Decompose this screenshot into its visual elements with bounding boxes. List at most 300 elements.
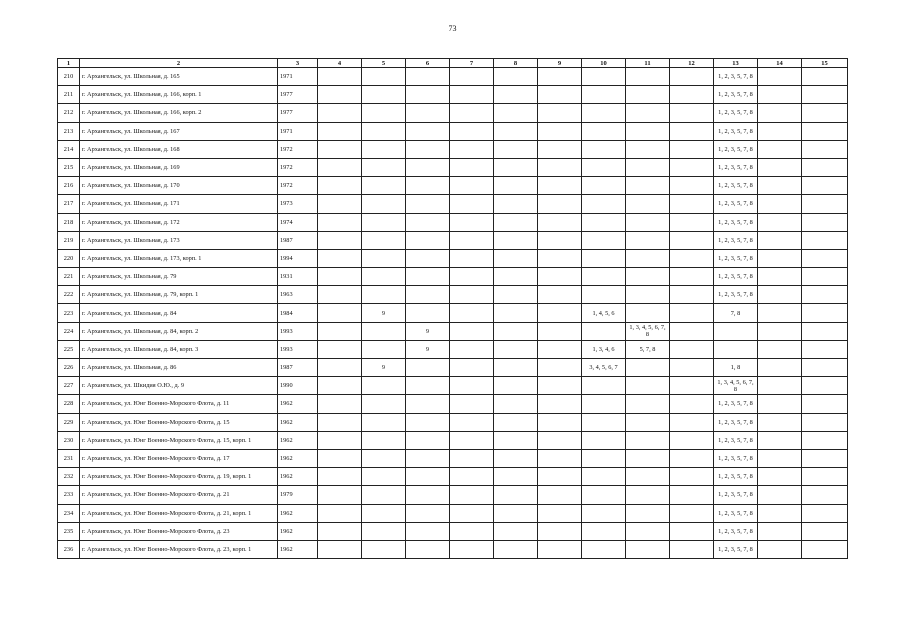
cell-col13: 1, 2, 3, 5, 7, 8	[714, 195, 758, 213]
cell-col4	[318, 431, 362, 449]
column-header-6: 6	[406, 59, 450, 68]
row-number: 221	[58, 268, 80, 286]
cell-col10	[582, 104, 626, 122]
cell-col9	[538, 504, 582, 522]
cell-col8	[494, 377, 538, 395]
cell-col12	[670, 377, 714, 395]
column-header-15: 15	[802, 59, 848, 68]
cell-col10	[582, 249, 626, 267]
row-number: 219	[58, 231, 80, 249]
cell-col13: 1, 2, 3, 5, 7, 8	[714, 468, 758, 486]
address-cell: г. Архангельск, ул. Школьная, д. 169	[80, 158, 278, 176]
cell-col6	[406, 486, 450, 504]
cell-col14	[758, 195, 802, 213]
cell-col14	[758, 213, 802, 231]
cell-col14	[758, 504, 802, 522]
cell-col4	[318, 122, 362, 140]
year-cell: 1984	[278, 304, 318, 322]
cell-col9	[538, 322, 582, 340]
cell-col15	[802, 540, 848, 558]
row-number: 216	[58, 177, 80, 195]
cell-col4	[318, 540, 362, 558]
cell-col10: 1, 4, 5, 6	[582, 304, 626, 322]
cell-col9	[538, 449, 582, 467]
column-header-14: 14	[758, 59, 802, 68]
cell-col8	[494, 86, 538, 104]
table-row	[58, 413, 848, 431]
column-header-2: 2	[80, 59, 278, 68]
cell-col4	[318, 249, 362, 267]
cell-col8	[494, 304, 538, 322]
address-cell: г. Архангельск, ул. Школьная, д. 168	[80, 140, 278, 158]
table-row	[58, 104, 848, 122]
cell-col6	[406, 268, 450, 286]
row-number: 234	[58, 504, 80, 522]
cell-col15	[802, 431, 848, 449]
cell-col15	[802, 104, 848, 122]
cell-col10	[582, 449, 626, 467]
cell-col10	[582, 86, 626, 104]
row-number: 217	[58, 195, 80, 213]
column-header-7: 7	[450, 59, 494, 68]
cell-col5	[362, 68, 406, 86]
cell-col6: 9	[406, 340, 450, 358]
page-number: 73	[448, 24, 457, 33]
cell-col12	[670, 540, 714, 558]
cell-col9	[538, 140, 582, 158]
cell-col13: 1, 2, 3, 5, 7, 8	[714, 104, 758, 122]
cell-col13	[714, 340, 758, 358]
address-cell: г. Архангельск, ул. Школьная, д. 84, корп. 2	[80, 322, 278, 340]
table-body	[58, 68, 848, 559]
cell-col13: 1, 2, 3, 5, 7, 8	[714, 231, 758, 249]
cell-col9	[538, 540, 582, 558]
cell-col15	[802, 158, 848, 176]
cell-col9	[538, 359, 582, 377]
address-cell: г. Архангельск, ул. Школьная, д. 165	[80, 68, 278, 86]
row-number: 227	[58, 377, 80, 395]
column-header-8: 8	[494, 59, 538, 68]
cell-col15	[802, 268, 848, 286]
cell-col5	[362, 158, 406, 176]
cell-col5	[362, 468, 406, 486]
cell-col10	[582, 431, 626, 449]
cell-col10	[582, 68, 626, 86]
year-cell: 1974	[278, 213, 318, 231]
cell-col12	[670, 522, 714, 540]
cell-col8	[494, 431, 538, 449]
table-row	[58, 68, 848, 86]
cell-col11	[626, 158, 670, 176]
cell-col14	[758, 359, 802, 377]
cell-col7	[450, 195, 494, 213]
column-header-1: 1	[58, 59, 80, 68]
cell-col11	[626, 268, 670, 286]
cell-col14	[758, 468, 802, 486]
table-row	[58, 158, 848, 176]
address-cell: г. Архангельск, ул. Юнг Военно-Морского Флота, д. 11	[80, 395, 278, 413]
table-row	[58, 322, 848, 340]
cell-col4	[318, 468, 362, 486]
cell-col15	[802, 122, 848, 140]
table-row	[58, 395, 848, 413]
address-cell: г. Архангельск, ул. Юнг Военно-Морского Флота, д. 17	[80, 449, 278, 467]
cell-col14	[758, 249, 802, 267]
cell-col8	[494, 340, 538, 358]
table-row	[58, 195, 848, 213]
cell-col12	[670, 486, 714, 504]
cell-col5	[362, 449, 406, 467]
cell-col14	[758, 268, 802, 286]
cell-col15	[802, 213, 848, 231]
cell-col11	[626, 413, 670, 431]
cell-col12	[670, 395, 714, 413]
address-cell: г. Архангельск, ул. Школьная, д. 171	[80, 195, 278, 213]
table-row	[58, 249, 848, 267]
table-row	[58, 449, 848, 467]
cell-col12	[670, 86, 714, 104]
table-row	[58, 431, 848, 449]
column-header-11: 11	[626, 59, 670, 68]
cell-col4	[318, 86, 362, 104]
cell-col11	[626, 104, 670, 122]
cell-col10	[582, 286, 626, 304]
year-cell: 1962	[278, 431, 318, 449]
cell-col9	[538, 231, 582, 249]
cell-col7	[450, 413, 494, 431]
cell-col15	[802, 395, 848, 413]
cell-col4	[318, 340, 362, 358]
cell-col9	[538, 68, 582, 86]
cell-col5	[362, 195, 406, 213]
cell-col6	[406, 504, 450, 522]
cell-col13: 1, 2, 3, 5, 7, 8	[714, 286, 758, 304]
cell-col9	[538, 522, 582, 540]
cell-col9	[538, 486, 582, 504]
address-cell: г. Архангельск, ул. Школьная, д. 170	[80, 177, 278, 195]
address-cell: г. Архангельск, ул. Школьная, д. 79, корп. 1	[80, 286, 278, 304]
cell-col11	[626, 140, 670, 158]
cell-col7	[450, 377, 494, 395]
cell-col13: 1, 2, 3, 5, 7, 8	[714, 486, 758, 504]
cell-col13: 1, 2, 3, 5, 7, 8	[714, 449, 758, 467]
cell-col15	[802, 486, 848, 504]
cell-col9	[538, 304, 582, 322]
cell-col6	[406, 413, 450, 431]
table-row	[58, 340, 848, 358]
cell-col7	[450, 304, 494, 322]
cell-col4	[318, 104, 362, 122]
cell-col6	[406, 86, 450, 104]
cell-col4	[318, 268, 362, 286]
cell-col11	[626, 286, 670, 304]
cell-col5	[362, 286, 406, 304]
address-cell: г. Архангельск, ул. Школьная, д. 172	[80, 213, 278, 231]
cell-col5	[362, 377, 406, 395]
cell-col8	[494, 468, 538, 486]
cell-col13: 1, 2, 3, 5, 7, 8	[714, 268, 758, 286]
year-cell: 1971	[278, 68, 318, 86]
row-number: 214	[58, 140, 80, 158]
cell-col14	[758, 86, 802, 104]
cell-col10	[582, 322, 626, 340]
table-row	[58, 86, 848, 104]
cell-col7	[450, 177, 494, 195]
cell-col11	[626, 522, 670, 540]
cell-col11	[626, 449, 670, 467]
cell-col11	[626, 177, 670, 195]
cell-col5: 9	[362, 304, 406, 322]
cell-col5	[362, 340, 406, 358]
cell-col8	[494, 504, 538, 522]
cell-col6	[406, 213, 450, 231]
table-row	[58, 304, 848, 322]
cell-col14	[758, 68, 802, 86]
cell-col4	[318, 286, 362, 304]
address-cell: г. Архангельск, ул. Юнг Военно-Морского Флота, д. 15, корп. 1	[80, 431, 278, 449]
cell-col10	[582, 395, 626, 413]
cell-col9	[538, 377, 582, 395]
cell-col10	[582, 177, 626, 195]
cell-col8	[494, 213, 538, 231]
cell-col9	[538, 177, 582, 195]
cell-col14	[758, 540, 802, 558]
cell-col8	[494, 522, 538, 540]
cell-col7	[450, 86, 494, 104]
cell-col7	[450, 449, 494, 467]
cell-col11	[626, 468, 670, 486]
cell-col15	[802, 468, 848, 486]
cell-col15	[802, 286, 848, 304]
cell-col12	[670, 431, 714, 449]
cell-col4	[318, 377, 362, 395]
cell-col5	[362, 431, 406, 449]
cell-col7	[450, 540, 494, 558]
year-cell: 1993	[278, 322, 318, 340]
year-cell: 1972	[278, 140, 318, 158]
cell-col8	[494, 68, 538, 86]
cell-col6	[406, 540, 450, 558]
address-cell: г. Архангельск, ул. Школьная, д. 173, корп. 1	[80, 249, 278, 267]
row-number: 235	[58, 522, 80, 540]
address-cell: г. Архангельск, ул. Школьная, д. 84	[80, 304, 278, 322]
cell-col8	[494, 140, 538, 158]
table-row	[58, 486, 848, 504]
cell-col13	[714, 322, 758, 340]
cell-col7	[450, 140, 494, 158]
cell-col6	[406, 449, 450, 467]
cell-col4	[318, 486, 362, 504]
address-cell: г. Архангельск, ул. Школьная, д. 86	[80, 359, 278, 377]
cell-col6	[406, 377, 450, 395]
cell-col9	[538, 413, 582, 431]
cell-col7	[450, 359, 494, 377]
cell-col5	[362, 540, 406, 558]
cell-col11: 5, 7, 8	[626, 340, 670, 358]
cell-col12	[670, 304, 714, 322]
year-cell: 1990	[278, 377, 318, 395]
cell-col11	[626, 68, 670, 86]
cell-col6	[406, 140, 450, 158]
cell-col5	[362, 213, 406, 231]
cell-col14	[758, 104, 802, 122]
cell-col15	[802, 177, 848, 195]
cell-col6	[406, 158, 450, 176]
row-number: 211	[58, 86, 80, 104]
cell-col10	[582, 413, 626, 431]
cell-col6	[406, 359, 450, 377]
cell-col10	[582, 540, 626, 558]
cell-col14	[758, 431, 802, 449]
table-row	[58, 377, 848, 395]
cell-col11	[626, 86, 670, 104]
cell-col12	[670, 359, 714, 377]
row-number: 232	[58, 468, 80, 486]
cell-col12	[670, 286, 714, 304]
year-cell: 1987	[278, 359, 318, 377]
cell-col14	[758, 231, 802, 249]
cell-col11	[626, 195, 670, 213]
cell-col12	[670, 195, 714, 213]
cell-col6	[406, 304, 450, 322]
cell-col10	[582, 504, 626, 522]
cell-col11	[626, 359, 670, 377]
cell-col10	[582, 486, 626, 504]
address-cell: г. Архангельск, ул. Школьная, д. 173	[80, 231, 278, 249]
cell-col5	[362, 486, 406, 504]
column-header-5: 5	[362, 59, 406, 68]
cell-col9	[538, 213, 582, 231]
cell-col11	[626, 377, 670, 395]
cell-col8	[494, 158, 538, 176]
row-number: 212	[58, 104, 80, 122]
year-cell: 1962	[278, 468, 318, 486]
row-number: 224	[58, 322, 80, 340]
row-number: 213	[58, 122, 80, 140]
cell-col7	[450, 213, 494, 231]
address-cell: г. Архангельск, ул. Шкидия О.Ю., д. 9	[80, 377, 278, 395]
cell-col5: 9	[362, 359, 406, 377]
cell-col9	[538, 431, 582, 449]
cell-col4	[318, 322, 362, 340]
cell-col9	[538, 86, 582, 104]
cell-col14	[758, 395, 802, 413]
cell-col10	[582, 140, 626, 158]
cell-col10: 3, 4, 5, 6, 7	[582, 359, 626, 377]
cell-col10	[582, 468, 626, 486]
row-number: 222	[58, 286, 80, 304]
cell-col13: 1, 2, 3, 5, 7, 8	[714, 177, 758, 195]
cell-col11	[626, 395, 670, 413]
cell-col13: 1, 2, 3, 5, 7, 8	[714, 540, 758, 558]
cell-col6	[406, 104, 450, 122]
year-cell: 1962	[278, 395, 318, 413]
row-number: 215	[58, 158, 80, 176]
cell-col9	[538, 104, 582, 122]
address-cell: г. Архангельск, ул. Юнг Военно-Морского Флота, д. 21, корп. 1	[80, 504, 278, 522]
cell-col7	[450, 104, 494, 122]
cell-col4	[318, 504, 362, 522]
cell-col14	[758, 286, 802, 304]
cell-col15	[802, 504, 848, 522]
cell-col9	[538, 249, 582, 267]
year-cell: 1977	[278, 104, 318, 122]
cell-col10	[582, 268, 626, 286]
cell-col11	[626, 231, 670, 249]
table-row	[58, 122, 848, 140]
column-header-9: 9	[538, 59, 582, 68]
cell-col15	[802, 340, 848, 358]
row-number: 229	[58, 413, 80, 431]
buildings-table	[57, 58, 848, 559]
cell-col9	[538, 122, 582, 140]
cell-col15	[802, 377, 848, 395]
cell-col8	[494, 268, 538, 286]
cell-col12	[670, 213, 714, 231]
address-cell: г. Архангельск, ул. Школьная, д. 84, корп. 3	[80, 340, 278, 358]
cell-col9	[538, 468, 582, 486]
cell-col9	[538, 268, 582, 286]
cell-col13: 1, 2, 3, 5, 7, 8	[714, 395, 758, 413]
cell-col6	[406, 522, 450, 540]
cell-col15	[802, 304, 848, 322]
year-cell: 1972	[278, 158, 318, 176]
cell-col8	[494, 395, 538, 413]
cell-col8	[494, 322, 538, 340]
cell-col9	[538, 340, 582, 358]
cell-col5	[362, 122, 406, 140]
year-cell: 1962	[278, 522, 318, 540]
address-cell: г. Архангельск, ул. Школьная, д. 166, корп. 1	[80, 86, 278, 104]
cell-col8	[494, 177, 538, 195]
cell-col9	[538, 286, 582, 304]
cell-col13: 1, 2, 3, 5, 7, 8	[714, 86, 758, 104]
cell-col9	[538, 158, 582, 176]
address-cell: г. Архангельск, ул. Школьная, д. 167	[80, 122, 278, 140]
cell-col7	[450, 340, 494, 358]
cell-col14	[758, 413, 802, 431]
cell-col4	[318, 359, 362, 377]
year-cell: 1994	[278, 249, 318, 267]
address-cell: г. Архангельск, ул. Юнг Военно-Морского Флота, д. 23	[80, 522, 278, 540]
cell-col11	[626, 304, 670, 322]
cell-col14	[758, 177, 802, 195]
cell-col12	[670, 449, 714, 467]
cell-col5	[362, 522, 406, 540]
cell-col13: 1, 2, 3, 5, 7, 8	[714, 413, 758, 431]
cell-col15	[802, 231, 848, 249]
cell-col5	[362, 86, 406, 104]
cell-col10	[582, 158, 626, 176]
column-header-10: 10	[582, 59, 626, 68]
cell-col9	[538, 395, 582, 413]
cell-col10	[582, 377, 626, 395]
cell-col12	[670, 122, 714, 140]
cell-col7	[450, 122, 494, 140]
cell-col7	[450, 268, 494, 286]
cell-col13: 7, 8	[714, 304, 758, 322]
year-cell: 1973	[278, 195, 318, 213]
table-row	[58, 286, 848, 304]
cell-col5	[362, 249, 406, 267]
cell-col5	[362, 104, 406, 122]
column-header-3: 3	[278, 59, 318, 68]
cell-col15	[802, 195, 848, 213]
cell-col12	[670, 322, 714, 340]
cell-col12	[670, 177, 714, 195]
cell-col10	[582, 195, 626, 213]
row-number: 210	[58, 68, 80, 86]
